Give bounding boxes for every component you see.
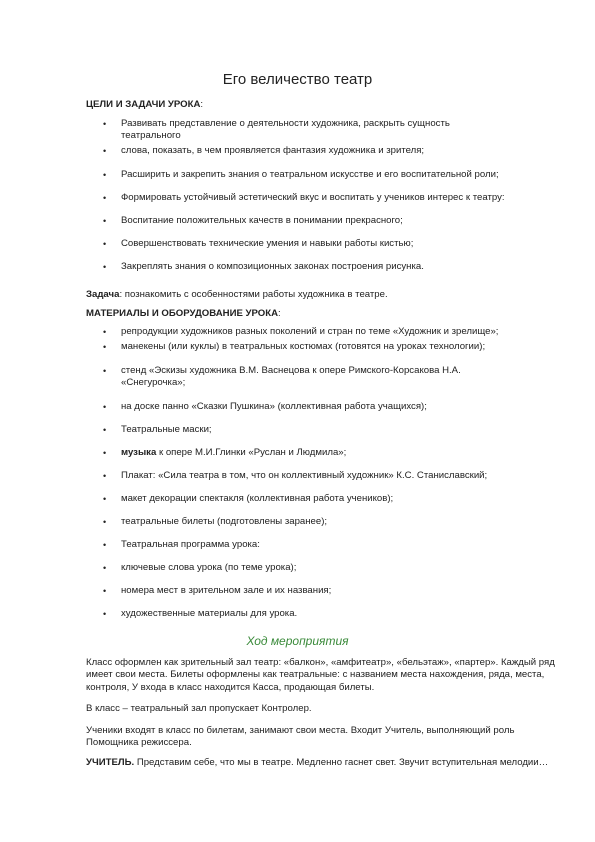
music-label: музыка xyxy=(121,447,157,458)
material-bullet: • xyxy=(103,425,107,435)
material-item-4: на доске панно «Сказки Пушкина» (коллективная работа учащихся); xyxy=(121,401,427,412)
material-bullet: • xyxy=(103,366,107,376)
event-paragraph-4 xyxy=(86,757,556,769)
goal-bullet: • xyxy=(103,216,107,226)
material-item-5: Театральные маски; xyxy=(121,424,212,435)
material-bullet: • xyxy=(103,327,107,337)
material-bullet: • xyxy=(103,342,107,352)
teacher-label: УЧИТЕЛЬ. xyxy=(86,757,135,768)
goal-item-1: Развивать представление о деятельности художника, раскрыть сущность театрального xyxy=(121,118,450,142)
material-item-12: номера мест в зрительном зале и их названия; xyxy=(121,585,332,596)
material-item-10: Театральная программа урока: xyxy=(121,539,260,550)
materials-heading-text: МАТЕРИАЛЫ И ОБОРУДОВАНИЕ УРОКА xyxy=(86,308,279,319)
goal-item-3: Расширить и закрепить знания о театральном искусстве и его воспитательной роли; xyxy=(121,169,499,180)
goal-item-6: Совершенствовать технические умения и навыки работы кистью; xyxy=(121,238,414,249)
material-bullet: • xyxy=(103,448,107,458)
task-text: : познакомить с особенностями работы художника в театре. xyxy=(119,289,388,300)
section-title: Ход мероприятия xyxy=(246,634,349,648)
goal-item-7: Закреплять знания о композиционных законах построения рисунка. xyxy=(121,261,424,272)
material-item-11: ключевые слова урока (по теме урока); xyxy=(121,562,297,573)
material-bullet: • xyxy=(103,402,107,412)
goals-heading-colon: : xyxy=(200,99,204,110)
goal-bullet: • xyxy=(103,239,107,249)
page-title: Его величество театр xyxy=(222,71,373,88)
goal-bullet: • xyxy=(103,119,107,129)
task-paragraph xyxy=(86,289,556,301)
material-item-6 xyxy=(121,447,561,459)
material-item-13: художественные материалы для урока. xyxy=(121,608,298,619)
music-text: к опере М.И.Глинки «Руслан и Людмила»; xyxy=(158,447,347,458)
material-bullet: • xyxy=(103,563,107,573)
material-item-9: театральные билеты (подготовлены заранее); xyxy=(121,516,328,527)
goal-item-2: слова, показать, в чем проявляется фантазия художника и зрителя; xyxy=(121,145,425,156)
material-bullet: • xyxy=(103,609,107,619)
teacher-speech: Представим себе, что мы в театре. Медленно гаснет свет. Звучит вступительная мелодии… xyxy=(134,757,549,768)
material-bullet: • xyxy=(103,517,107,527)
material-item-2: манекены (или куклы) в театральных костюмах (готовятся на уроках технологии); xyxy=(121,341,486,352)
material-bullet: • xyxy=(103,494,107,504)
material-bullet: • xyxy=(103,540,107,550)
materials-heading-colon: : xyxy=(278,308,281,319)
goal-item-5: Воспитание положительных качеств в понимании прекрасного; xyxy=(121,215,403,226)
goal-item-4: Формировать устойчивый эстетический вкус и воспитать у учеников интерес к театру: xyxy=(121,192,505,203)
material-item-1: репродукции художников разных поколений и стран по теме «Художник и зрелище»; xyxy=(121,326,499,337)
goal-bullet: • xyxy=(103,193,107,203)
material-item-7: Плакат: «Сила театра в том, что он коллективный художник» К.С. Станиславский; xyxy=(121,470,488,481)
event-paragraph-1: Класс оформлен как зрительный зал театр: «балкон», «амфитеатр», «бельэтаж», «партер». Каждый ряд имеет свои места. Билеты оформлены как театральные: с названием места нахождения, ряда, места, контроля, У входа в класс находится Касса, продающая билеты. xyxy=(86,657,555,693)
material-bullet: • xyxy=(103,471,107,481)
material-item-8: макет декорации спектакля (коллективная работа учеников); xyxy=(121,493,394,504)
material-item-3: стенд «Эскизы художника В.М. Васнецова к опере Римского-Корсакова Н.А. «Снегурочка»; xyxy=(121,365,461,389)
goals-heading xyxy=(86,99,203,111)
goals-heading-text: ЦЕЛИ И ЗАДАЧИ УРОКА xyxy=(86,99,201,110)
materials-heading xyxy=(86,308,281,320)
event-paragraph-3: Ученики входят в класс по билетам, занимают свои места. Входит Учитель, выполняющий роль Помощника режиссера. xyxy=(86,725,515,749)
material-bullet: • xyxy=(103,586,107,596)
goal-bullet: • xyxy=(103,146,107,156)
task-label: Задача xyxy=(86,289,120,300)
goal-bullet: • xyxy=(103,170,107,180)
goal-bullet: • xyxy=(103,262,107,272)
event-paragraph-2: В класс – театральный зал пропускает Контролер. xyxy=(86,703,312,714)
